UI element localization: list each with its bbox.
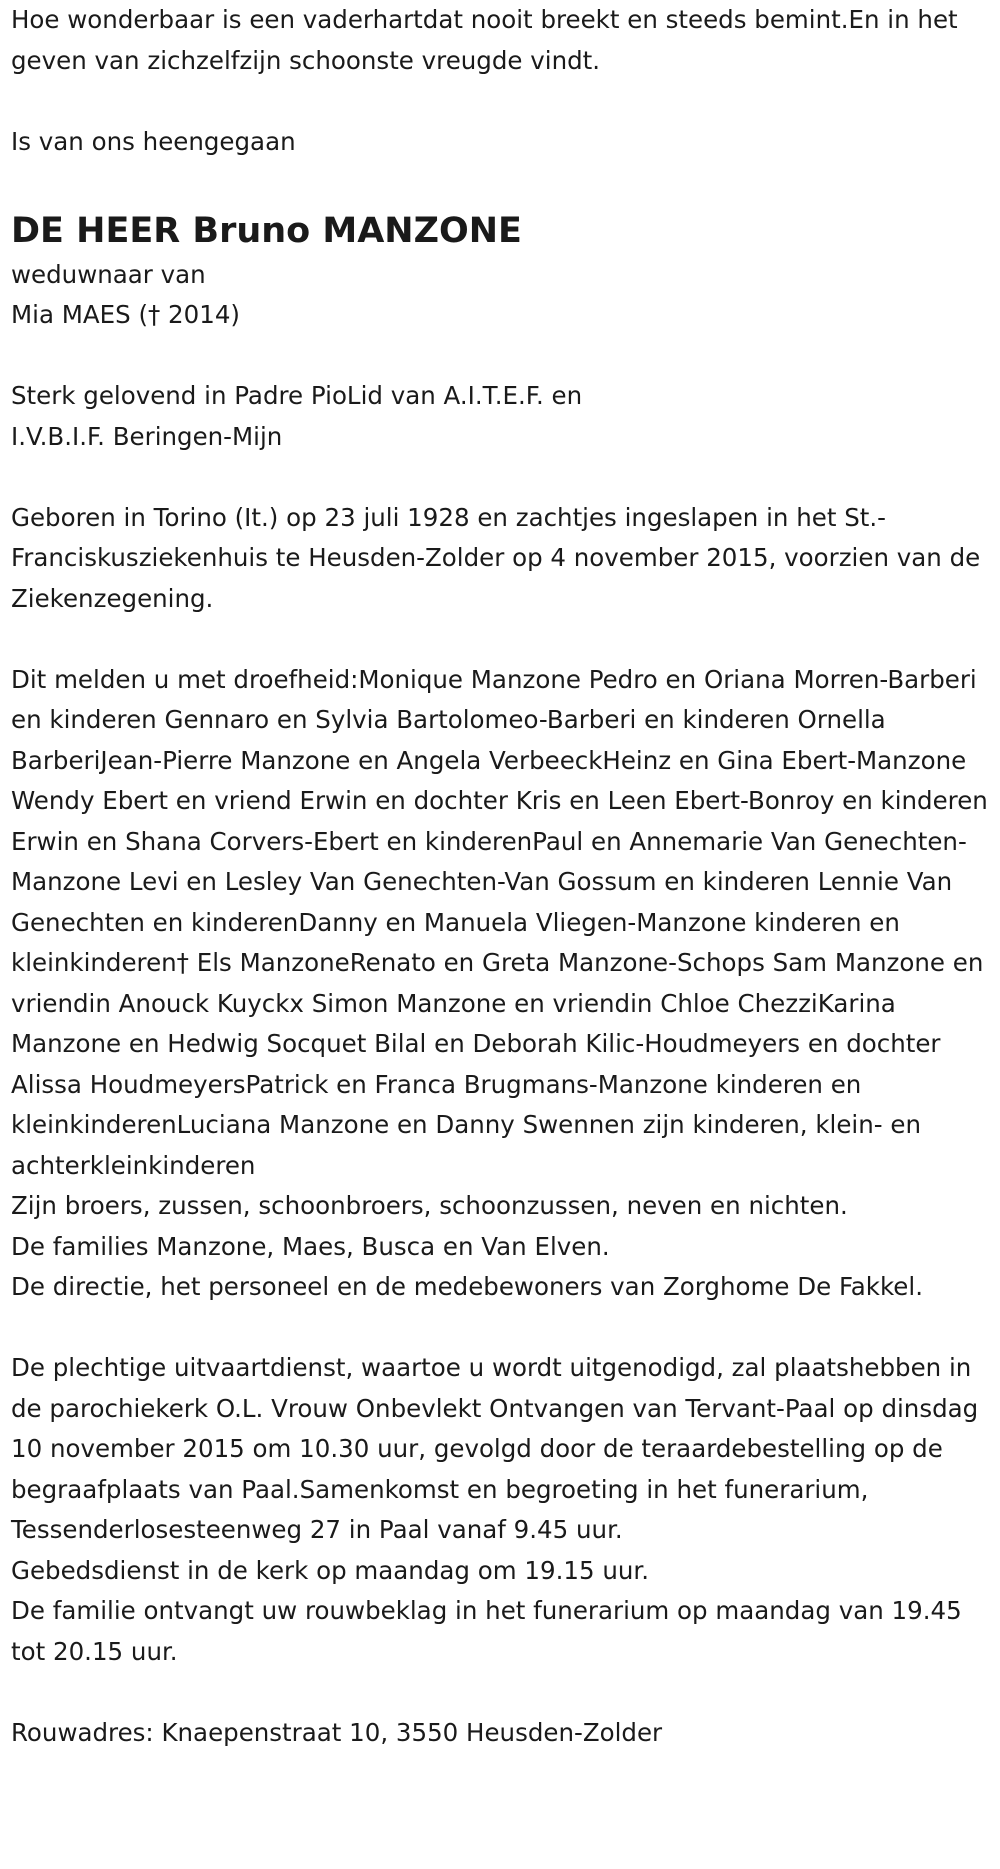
deceased-name: DE HEER Bruno MANZONE xyxy=(11,210,522,251)
affiliation-line-1: Sterk gelovend in Padre PioLid van A.I.T.E.F. en xyxy=(11,381,583,410)
spacer xyxy=(11,81,990,122)
mourning-address: Rouwadres: Knaepenstraat 10, 3550 Heusden-Zolder xyxy=(11,1717,663,1747)
affiliation-line-2: I.V.B.I.F. Beringen-Mijn xyxy=(11,421,283,451)
families-line: De families Manzone, Maes, Busca en Van Elven. xyxy=(11,1231,610,1261)
widower-label: weduwnaar van xyxy=(11,259,206,289)
spouse-name: Mia MAES († 2014) xyxy=(11,300,240,329)
opening-quote: Hoe wonderbaar is een vaderhartdat nooit breekt en steeds bemint.En in het geven van zichzelfzijn schoonste vreugde vindt. xyxy=(11,5,958,75)
prayer-service-line: Gebedsdienst in de kerk op maandag om 19.15 uur. xyxy=(11,1555,649,1585)
spacer xyxy=(11,1308,990,1349)
spacer xyxy=(11,457,990,498)
mourners-paragraph: Dit melden u met droefheid:Monique Manzone Pedro en Oriana Morren-Barberi en kinderen Gennaro en Sylvia Bartolomeo-Barberi en kinderen Ornella BarberiJean-Pierre Manzone en Angela VerbeeckHeinz en Gina Ebert-Manzone Wendy Ebert en vriend Erwin en dochter Kris en Leen Ebert-Bonroy en kinderen Erwin en Shana Corvers-Ebert en kinderenPaul en Annemarie Van Genechten-Manzone Levi en Lesley Van Genechten-Van Gossum en kinderen Lennie Van Genechten en kinderenDanny en Manuela Vliegen-Manzone kinderen en kleinkinderen† Els ManzoneRenato en Greta Manzone-Schops Sam Manzone en vriendin Anouck Kuyckx Simon Manzone en vriendin Chloe ChezziKarina Manzone en Hedwig Socquet Bilal en Deborah Kilic-Houdmeyers en dochter Alissa HoudmeyersPatrick en Franca Brugmans-Manzone kinderen en kleinkinderenLuciana Manzone en Danny Swennen zijn kinderen, klein- en achterkleinkinderen xyxy=(11,664,988,1180)
spacer xyxy=(11,1672,990,1713)
announcement-text: Is van ons heengegaan xyxy=(11,126,296,156)
staff-line: De directie, het personeel en de medebewoners van Zorghome De Fakkel. xyxy=(11,1272,923,1301)
siblings-line: Zijn broers, zussen, schoonbroers, schoonzussen, neven en nichten. xyxy=(11,1191,848,1220)
birth-death-paragraph: Geboren in Torino (It.) op 23 juli 1928 en zachtjes ingeslapen in het St.-Franciskusziekenhuis te Heusden-Zolder op 4 november 2015, voorzien van de Ziekenzegening. xyxy=(11,502,981,613)
spacer xyxy=(11,619,990,660)
spacer xyxy=(11,336,990,377)
spacer xyxy=(11,162,990,203)
condolences-paragraph: De familie ontvangt uw rouwbeklag in het funerarium op maandag van 19.45 tot 20.15 uur. xyxy=(11,1596,962,1666)
funeral-service-paragraph: De plechtige uitvaartdienst, waartoe u wordt uitgenodigd, zal plaatshebben in de parochiekerk O.L. Vrouw Onbevlekt Ontvangen van Tervant-Paal op dinsdag 10 november 2015 om 10.30 uur, gevolgd door de teraardebestelling op de begraafplaats van Paal.Samenkomst en begroeting in het funerarium, Tessenderlosesteenweg 27 in Paal vanaf 9.45 uur. xyxy=(11,1353,979,1544)
